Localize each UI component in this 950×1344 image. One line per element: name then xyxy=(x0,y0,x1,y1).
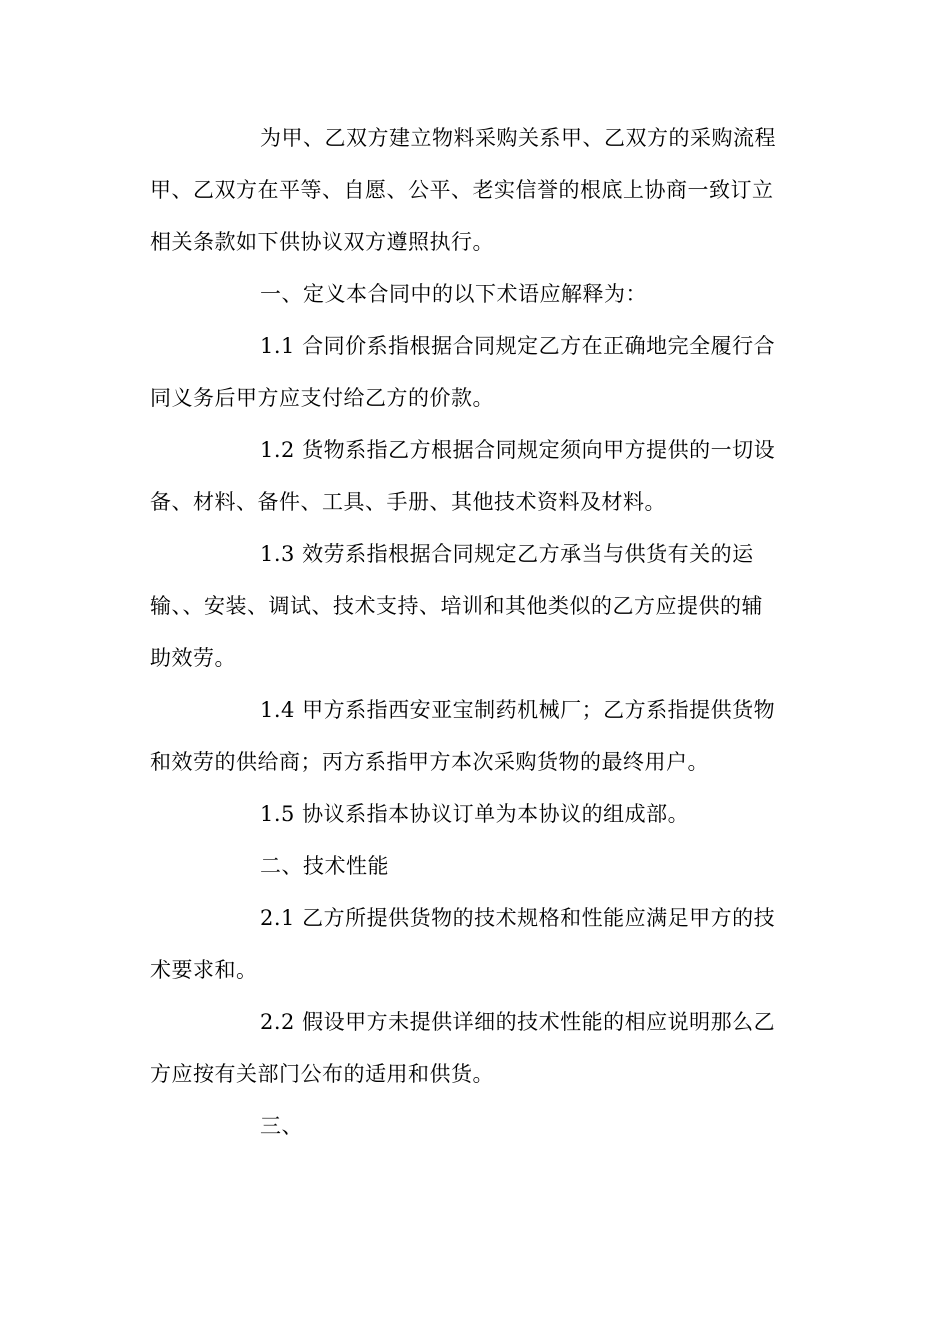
text-line: 2.2 假设甲方未提供详细的技术性能的相应说明那么乙 xyxy=(260,1010,776,1034)
paragraph-intro xyxy=(150,112,802,268)
text-line: 方应按有关部门公布的适用和供货。 xyxy=(150,1062,494,1086)
text-line: 输、、安装、调试、技术支持、培训和其他类似的乙方应提供的辅 xyxy=(150,594,763,618)
text-line: 相关条款如下供协议双方遵照执行。 xyxy=(150,230,494,254)
section-heading-three xyxy=(150,1100,802,1152)
clause-1-3 xyxy=(150,528,802,684)
text-line: 1.5 协议系指本协议订单为本协议的组成部。 xyxy=(260,802,690,826)
section-heading-technical-performance xyxy=(150,840,802,892)
text-line: 甲、乙双方在平等、自愿、公平、老实信誉的根底上协商一致订立 xyxy=(150,178,774,202)
text-line: 和效劳的供给商；丙方系指甲方本次采购货物的最终用户。 xyxy=(150,750,709,774)
section-heading-definitions xyxy=(150,268,802,320)
clause-1-2 xyxy=(150,424,802,528)
text-line: 1.4 甲方系指西安亚宝制药机械厂；乙方系指提供货物 xyxy=(260,698,776,722)
clause-1-1 xyxy=(150,320,802,424)
clause-1-4 xyxy=(150,684,802,788)
text-line: 术要求和。 xyxy=(150,958,258,982)
text-line: 二、技术性能 xyxy=(260,854,389,878)
text-line: 1.2 货物系指乙方根据合同规定须向甲方提供的一切设 xyxy=(260,438,776,462)
document-body xyxy=(150,112,802,1152)
text-line: 1.3 效劳系指根据合同规定乙方承当与供货有关的运 xyxy=(260,542,754,566)
text-line: 为甲、乙双方建立物料采购关系甲、乙双方的采购流程 xyxy=(260,126,776,150)
clause-2-1 xyxy=(150,892,802,996)
text-line: 同义务后甲方应支付给乙方的价款。 xyxy=(150,386,494,410)
text-line: 一、定义本合同中的以下术语应解释为： xyxy=(260,282,647,306)
text-line: 助效劳。 xyxy=(150,646,236,670)
clause-2-2 xyxy=(150,996,802,1100)
text-line: 1.1 合同价系指根据合同规定乙方在正确地完全履行合 xyxy=(260,334,776,358)
text-line: 备、材料、备件、工具、手册、其他技术资料及材料。 xyxy=(150,490,666,514)
text-line: 三、 xyxy=(260,1114,303,1138)
clause-1-5 xyxy=(150,788,802,840)
text-line: 2.1 乙方所提供货物的技术规格和性能应满足甲方的技 xyxy=(260,906,776,930)
